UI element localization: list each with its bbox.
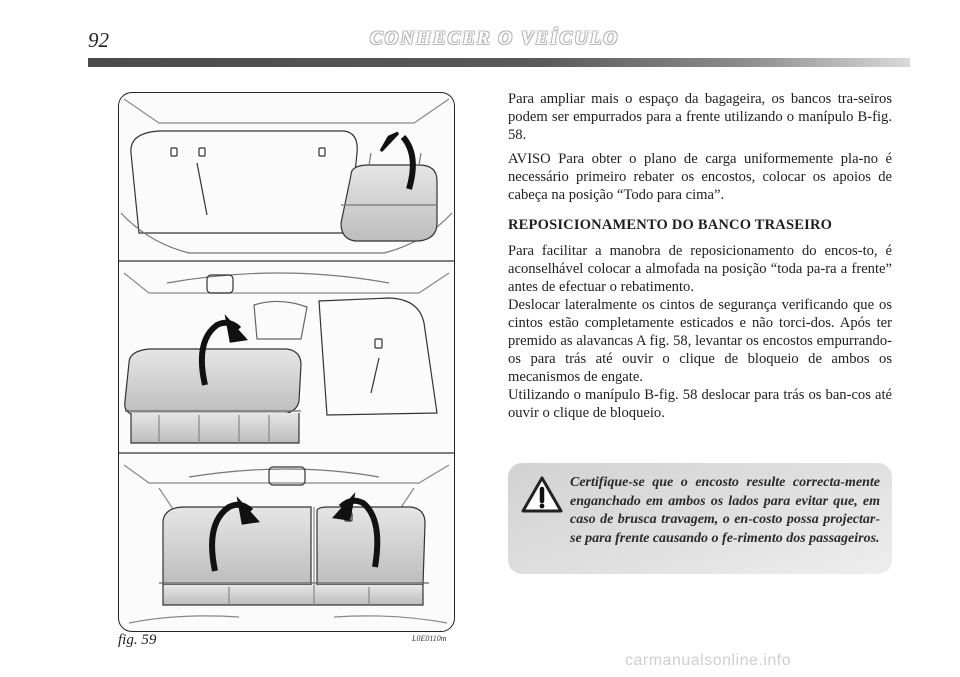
footer-watermark: carmanualsonline.info [625, 652, 792, 669]
paragraph-lock: Utilizando o manípulo B-fig. 58 deslocar para trás os ban-cos até ouvir o clique de bloqueio. [508, 387, 892, 421]
paragraph-reposition: Para facilitar a manobra de reposicionamento do encos-to, é aconselhável colocar a almofada na posição “toda pa-ra a frente” antes de efectuar o rebatimento. [508, 243, 892, 295]
header-rule [88, 58, 910, 67]
warning-text: Certifique-se que o encosto resulte correcta-mente enganchado em ambos os lados para evitar que, em caso de brusca travagem, o en-costo possa projectar-se para frente causando o fe-rimento dos passageiros. [570, 475, 880, 546]
warning-box [508, 463, 892, 574]
figure-code: L0E0110m [412, 634, 447, 643]
page-number: 92 [88, 28, 109, 52]
paragraph-notice: AVISO Para obter o plano de carga uniformemente pla-no é necessário primeiro rebater os encostos, colocar os apoios de cabeça na posição “Todo para cima”. [508, 151, 892, 203]
rear-seat-diagram [119, 93, 454, 631]
section-title: CONHECER O VEÍCULO [370, 28, 620, 49]
paragraph-belts: Deslocar lateralmente os cintos de segurança verificando que os cintos estão completamente esticados e não torci-dos. Após ter premido as alavancas A fig. 58, levantar os encostos empurrando-os para trás até ouvir o clique de bloqueio de ambos os mecanismos de engate. [508, 297, 892, 385]
figure-illustration [118, 92, 455, 632]
warning-text-container [520, 474, 880, 548]
figure-caption: fig. 59 [118, 632, 157, 648]
body-text [508, 90, 892, 422]
paragraph-intro: Para ampliar mais o espaço da bagageira, os bancos tra-seiros podem ser empurrados para a frente utilizando o manípulo B-fig. 58. [508, 91, 892, 143]
section-heading: REPOSICIONAMENTO DO BANCO TRASEIRO [508, 217, 833, 233]
